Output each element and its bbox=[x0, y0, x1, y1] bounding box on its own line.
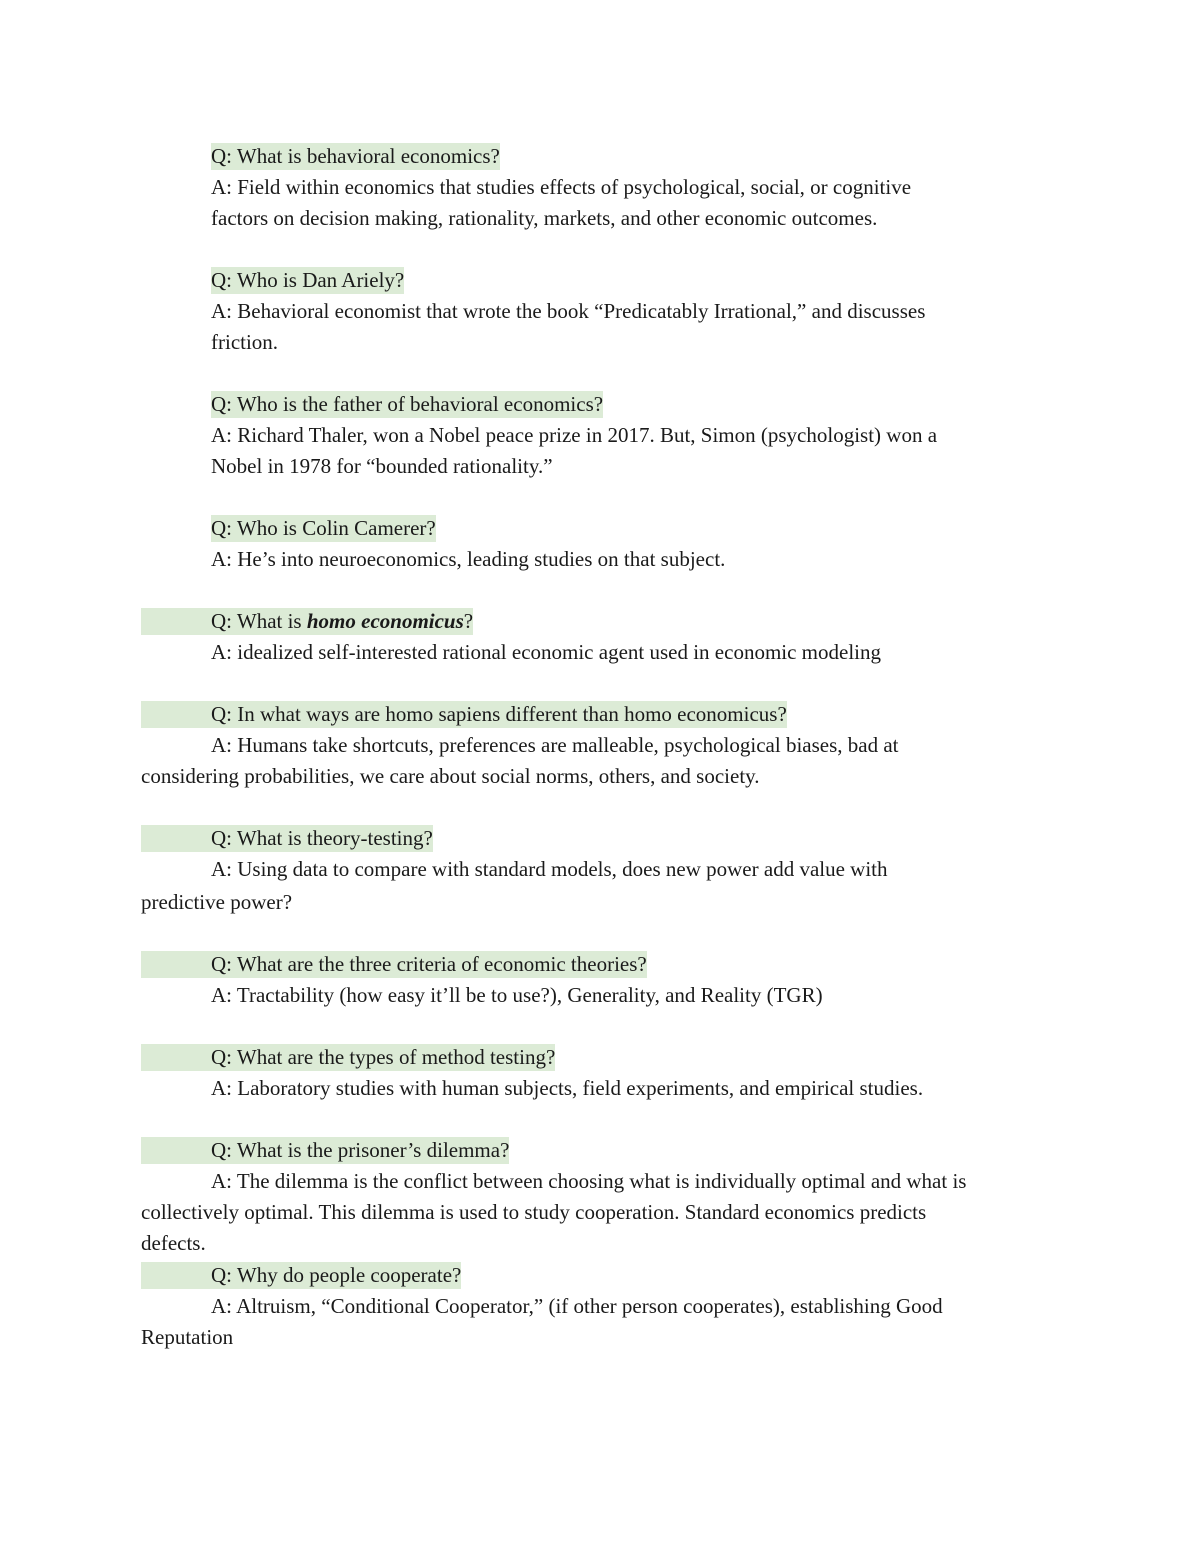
answer-line: A: Field within economics that studies effects of psychological, social, or cognitive bbox=[211, 175, 912, 199]
question-highlight: Q: What are the types of method testing? bbox=[141, 1044, 555, 1071]
question-highlight: Q: Who is Colin Camerer? bbox=[211, 516, 436, 540]
answer-line: predictive power? bbox=[141, 890, 293, 914]
question-line bbox=[141, 1044, 555, 1071]
question-line bbox=[211, 391, 603, 418]
question-highlight bbox=[141, 608, 473, 635]
question-line bbox=[141, 608, 473, 635]
answer-line: Reputation bbox=[141, 1325, 234, 1349]
question-line bbox=[211, 267, 404, 294]
answer-line: A: He’s into neuroeconomics, leading studies on that subject. bbox=[211, 547, 726, 571]
question-suffix: ? bbox=[463, 609, 474, 633]
answer-line: A: The dilemma is the conflict between choosing what is individually optimal and what is bbox=[211, 1169, 967, 1193]
question-term: homo economicus bbox=[306, 609, 464, 633]
question-line bbox=[211, 143, 500, 170]
question-highlight: Q: What is theory-testing? bbox=[141, 825, 433, 852]
answer-line: defects. bbox=[141, 1231, 206, 1255]
question-highlight: Q: What is the prisoner’s dilemma? bbox=[141, 1137, 509, 1164]
question-highlight: Q: Who is Dan Ariely? bbox=[211, 268, 405, 292]
question-line bbox=[141, 1137, 509, 1164]
question-line bbox=[141, 951, 647, 978]
answer-line: Nobel in 1978 for “bounded rationality.” bbox=[211, 454, 553, 478]
answer-line: A: Tractability (how easy it’ll be to use?), Generality, and Reality (TGR) bbox=[211, 983, 823, 1007]
answer-line: friction. bbox=[211, 330, 279, 354]
answer-line: A: Humans take shortcuts, preferences are malleable, psychological biases, bad at bbox=[211, 733, 899, 757]
question-line bbox=[141, 1262, 461, 1289]
answer-line: A: Richard Thaler, won a Nobel peace prize in 2017. But, Simon (psychologist) won a bbox=[211, 423, 938, 447]
question-highlight: Q: Who is the father of behavioral economics? bbox=[211, 392, 604, 416]
question-highlight: Q: Why do people cooperate? bbox=[141, 1262, 461, 1289]
question-line bbox=[141, 701, 787, 728]
question-highlight: Q: In what ways are homo sapiens different than homo economicus? bbox=[141, 701, 787, 728]
answer-line: A: Laboratory studies with human subjects, field experiments, and empirical studies. bbox=[211, 1076, 924, 1100]
answer-line: A: idealized self-interested rational economic agent used in economic modeling bbox=[211, 640, 882, 664]
question-line bbox=[141, 825, 433, 852]
question-line bbox=[211, 515, 436, 542]
answer-line: considering probabilities, we care about social norms, others, and society. bbox=[141, 764, 760, 788]
question-highlight: Q: What is behavioral economics? bbox=[211, 144, 500, 168]
question-prefix: Q: What is bbox=[211, 609, 307, 633]
question-highlight: Q: What are the three criteria of economic theories? bbox=[141, 951, 647, 978]
answer-line: A: Behavioral economist that wrote the book “Predicatably Irrational,” and discusses bbox=[211, 299, 926, 323]
answer-line: A: Altruism, “Conditional Cooperator,” (if other person cooperates), establishing Good bbox=[211, 1294, 943, 1318]
answer-line: collectively optimal. This dilemma is used to study cooperation. Standard economics predicts bbox=[141, 1200, 927, 1224]
answer-line: factors on decision making, rationality, markets, and other economic outcomes. bbox=[211, 206, 878, 230]
answer-line: A: Using data to compare with standard models, does new power add value with bbox=[211, 857, 888, 881]
